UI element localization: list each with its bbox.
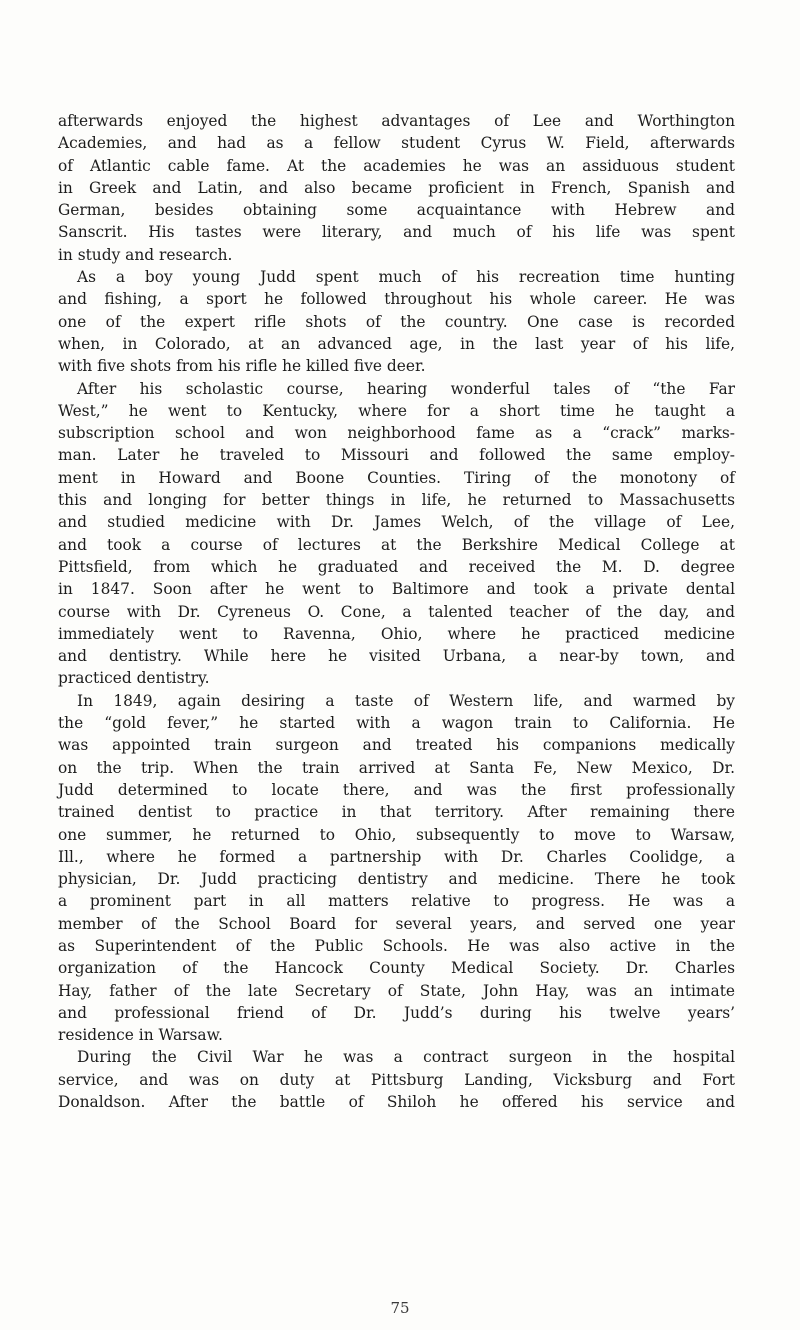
text-line: West,” he went to Kentucky, where for a short time he taught a	[58, 401, 735, 420]
text-line: In 1849, again desiring a taste of Western life, and warmed by	[77, 691, 735, 710]
text-line: subscription school and won neighborhood fame as a “crack” marks-	[58, 424, 735, 443]
text-line: residence in Warsaw.	[58, 1026, 223, 1045]
text-line: of Atlantic cable fame. At the academies he was an assiduous student	[58, 156, 735, 175]
text-line: the “gold fever,” he started with a wagon train to California. He	[58, 714, 735, 733]
text-line: After his scholastic course, hearing wonderful tales of “the Far	[77, 379, 735, 398]
text-line: trained dentist to practice in that territory. After remaining there	[58, 803, 735, 822]
text-line: one summer, he returned to Ohio, subsequently to move to Warsaw,	[58, 825, 735, 844]
text-line: when, in Colorado, at an advanced age, in the last year of his life,	[58, 334, 735, 353]
text-line: Sanscrit. His tastes were literary, and much of his life was spent	[58, 223, 735, 242]
text-line: member of the School Board for several years, and served one year	[58, 914, 735, 933]
text-line: and dentistry. While here he visited Urbana, a near-by town, and	[58, 647, 735, 666]
text-line: with five shots from his rifle he killed five deer.	[58, 357, 426, 376]
text-line: and studied medicine with Dr. James Welch, of the village of Lee,	[58, 513, 735, 532]
text-line: in study and research.	[58, 245, 233, 264]
text-line: physician, Dr. Judd practicing dentistry and medicine. There he took	[58, 870, 735, 889]
text-line: was appointed train surgeon and treated his companions medically	[58, 736, 735, 755]
text-line: Judd determined to locate there, and was the first professionally	[58, 780, 735, 799]
text-line: service, and was on duty at Pittsburg Landing, Vicksburg and Fort	[58, 1070, 735, 1089]
text-line: a prominent part in all matters relative to progress. He was a	[58, 892, 735, 911]
text-line: one of the expert rifle shots of the country. One case is recorded	[58, 312, 735, 331]
text-line: organization of the Hancock County Medical Society. Dr. Charles	[58, 959, 735, 978]
text-line: this and longing for better things in life, he returned to Massachusetts	[58, 491, 735, 510]
text-line: Hay, father of the late Secretary of State, John Hay, was an intimate	[58, 981, 735, 1000]
text-line: man. Later he traveled to Missouri and followed the same employ-	[58, 446, 735, 465]
text-line: on the trip. When the train arrived at Santa Fe, New Mexico, Dr.	[58, 758, 735, 777]
text-line: immediately went to Ravenna, Ohio, where he practiced medicine	[58, 624, 735, 643]
text-line: as Superintendent of the Public Schools. He was also active in the	[58, 936, 735, 955]
text-line: Donaldson. After the battle of Shiloh he offered his service and	[58, 1093, 735, 1112]
text-line: and took a course of lectures at the Berkshire Medical College at	[58, 535, 735, 554]
text-line: As a boy young Judd spent much of his recreation time hunting	[77, 268, 735, 287]
text-line: and professional friend of Dr. Judd’s during his twelve years’	[58, 1003, 735, 1022]
text-line: ment in Howard and Boone Counties. Tiring of the monotony of	[58, 468, 735, 487]
text-line: Pittsfield, from which he graduated and received the M. D. degree	[58, 557, 735, 576]
text-line: Academies, and had as a fellow student Cyrus W. Field, afterwards	[58, 134, 735, 153]
text-line: afterwards enjoyed the highest advantages of Lee and Worthington	[58, 112, 735, 130]
text-line: in 1847. Soon after he went to Baltimore and took a private dental	[58, 580, 735, 599]
text-line: course with Dr. Cyreneus O. Cone, a talented teacher of the day, and	[58, 602, 735, 621]
text-line: German, besides obtaining some acquaintance with Hebrew and	[58, 201, 735, 220]
text-line: Ill., where he formed a partnership with Dr. Charles Coolidge, a	[58, 847, 735, 866]
text-line: in Greek and Latin, and also became proficient in French, Spanish and	[58, 178, 735, 197]
text-line: During the Civil War he was a contract surgeon in the hospital	[77, 1048, 735, 1067]
text-line: practiced dentistry.	[58, 669, 210, 688]
body-text	[58, 110, 735, 1113]
text-line: and fishing, a sport he followed throughout his whole career. He was	[58, 290, 735, 309]
page-number: 75	[390, 1299, 410, 1317]
